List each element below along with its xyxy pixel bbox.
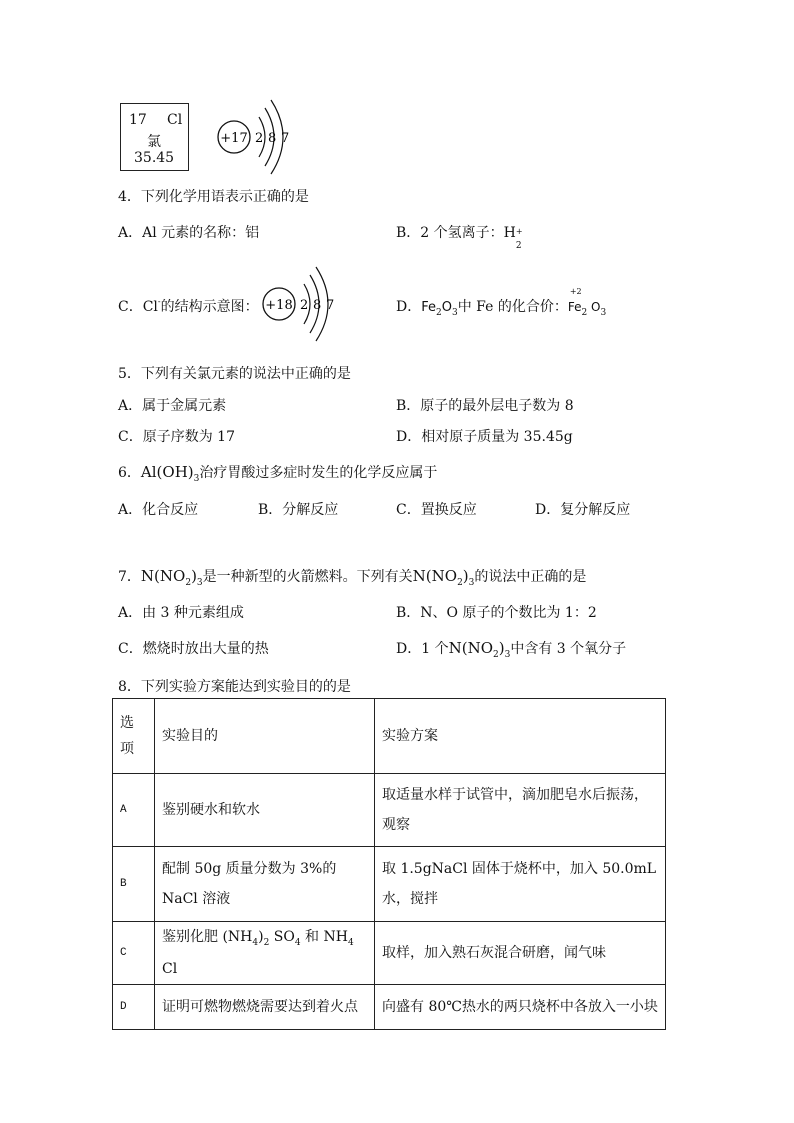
q5-option-d: D．相对原子质量为 35.45g [396,429,573,445]
row-goal: 鉴别硬水和软水 [155,774,375,847]
subscript: 2 [185,578,192,588]
header-plan: 实验方案 [375,699,666,774]
row-option: C [113,922,155,985]
shell-2-count: 8 [268,131,277,146]
q4-option-d-text: 中 Fe 的化合价： [457,299,568,315]
chloride-charge: - [157,297,161,306]
shell-3-count: 7 [326,298,335,313]
hydrogen-symbol: H [503,225,516,241]
row-plan: 取适量水样于试管中，滴加肥皂水后振荡，观察 [375,774,666,847]
atomic-number: 17 [129,112,147,128]
valence-mark: +2 [569,287,582,296]
atom-structure-diagram-cl [213,95,303,181]
subscript: 3 [504,650,511,660]
element-card [120,103,189,171]
q4-option-d [396,287,607,318]
row-goal: 证明可燃物燃烧需要达到着火点 [155,985,375,1030]
q6-stem-text: 治疗胃酸过多症时发生的化学反应属于 [199,465,438,481]
shell-3-count: 7 [281,131,290,146]
formula-part: SO [269,929,295,945]
subscript: 4 [252,938,259,948]
trinitramide-formula: N(NO [140,567,186,585]
trinitramide-formula: N(NO [412,567,458,585]
q4-option-c [118,296,259,316]
row-plan: 取 1.5gNaCl 固体于烧杯中，加入 50.0mL 水，搅拌 [375,847,666,922]
table-header-row [113,699,666,774]
experiment-table [112,698,666,1030]
row-plan: 向盛有 80℃热水的两只烧杯中各放入一小块 [375,985,666,1030]
row-option: B [113,847,155,922]
iron-symbol: Fe [567,300,582,314]
q7-option-d-label: D．1 个 [396,641,449,657]
formula-part: Cl [162,961,178,977]
nucleus-charge: +18 [265,298,293,313]
charge-superscript: + [515,227,523,236]
nucleus-charge: +17 [220,131,248,146]
atom-structure-diagram-cl-ion [259,262,349,348]
subscript: 3 [600,308,607,318]
q4-stem: 4．下列化学用语表示正确的是 [118,189,309,205]
table-row [113,985,666,1030]
q5-option-a: A．属于金属元素 [118,398,227,414]
subscript: 3 [193,474,200,484]
q4-option-c-label: C．Cl [118,299,158,315]
q5-option-b: B．原子的最外层电子数为 8 [396,398,574,414]
paren: ) [498,639,505,657]
row-goal: 配制 50g 质量分数为 3%的 NaCl 溶液 [155,847,375,922]
header-goal: 实验目的 [155,699,375,774]
shell-1-count: 2 [300,298,309,313]
subscript: 2 [436,308,442,318]
q4-option-c-text: 的结构示意图： [160,299,259,315]
subscript: 3 [468,578,475,588]
q6-stem [118,462,437,482]
count-subscript: 2 [515,241,522,251]
q6-option-a: A．化合反应 [118,502,199,518]
q6-option-c: C．置换反应 [396,502,477,518]
iron-symbol: Fe [421,300,436,315]
shell-1-count: 2 [255,131,264,146]
subscript: 2 [581,308,588,318]
q5-option-c: C．原子序数为 17 [118,429,235,445]
paren: ) [191,567,197,585]
table-row [113,847,666,922]
subscript: 4 [347,938,354,948]
paren: ) [462,567,469,585]
q4-option-b [396,222,523,251]
row-option: A [113,774,155,847]
q7-stem-end: 的说法中正确的是 [474,569,587,585]
subscript: 3 [196,578,203,588]
q5-stem: 5．下列有关氯元素的说法中正确的是 [118,366,351,382]
q7-option-b: B．N、O 原子的个数比为 1：2 [396,605,597,621]
q6-option-d: D．复分解反应 [535,502,631,518]
oxygen-symbol: O [591,300,601,314]
q7-number: 7． [118,569,141,585]
q7-option-d-text: 中含有 3 个氧分子 [510,641,627,657]
q7-stem [118,566,586,586]
oxygen-symbol: O [441,300,452,315]
formula-part: 鉴别化肥 (NH [162,929,253,945]
q6-option-b: B．分解反应 [258,502,339,518]
q7-option-a: A．由 3 种元素组成 [118,605,244,621]
element-symbol: Cl [167,112,183,128]
table-row [113,922,666,985]
formula-part: ) [258,929,264,945]
trinitramide-formula: N(NO [448,639,493,657]
row-plan: 取样，加入熟石灰混合研磨，闻气味 [375,922,666,985]
aluminum-hydroxide-formula: Al(OH) [140,463,194,481]
atomic-mass: 35.45 [134,150,175,166]
row-option: D [113,985,155,1030]
subscript: 2 [263,938,270,948]
q4-option-a: A．Al 元素的名称：铝 [118,225,260,241]
shell-2-count: 8 [313,298,322,313]
header-option: 选项 [113,699,155,774]
table-row [113,774,666,847]
q4-option-b-label: B．2 个氢离子： [396,225,504,241]
subscript: 4 [294,938,301,948]
q4-option-d-label: D． [396,299,422,315]
subscript: 2 [457,578,463,588]
q7-option-d [396,638,626,658]
q7-stem-text: 是一种新型的火箭燃料。下列有关 [202,569,413,585]
formula-part: 和 NH [300,929,348,945]
q6-number: 6． [118,465,141,481]
subscript: 3 [451,308,458,318]
q7-option-c: C．燃烧时放出大量的热 [118,641,269,657]
element-name: 氯 [147,134,161,150]
q8-stem: 8．下列实验方案能达到实验目的的是 [118,679,351,695]
subscript: 2 [493,650,499,660]
row-goal [155,922,375,985]
